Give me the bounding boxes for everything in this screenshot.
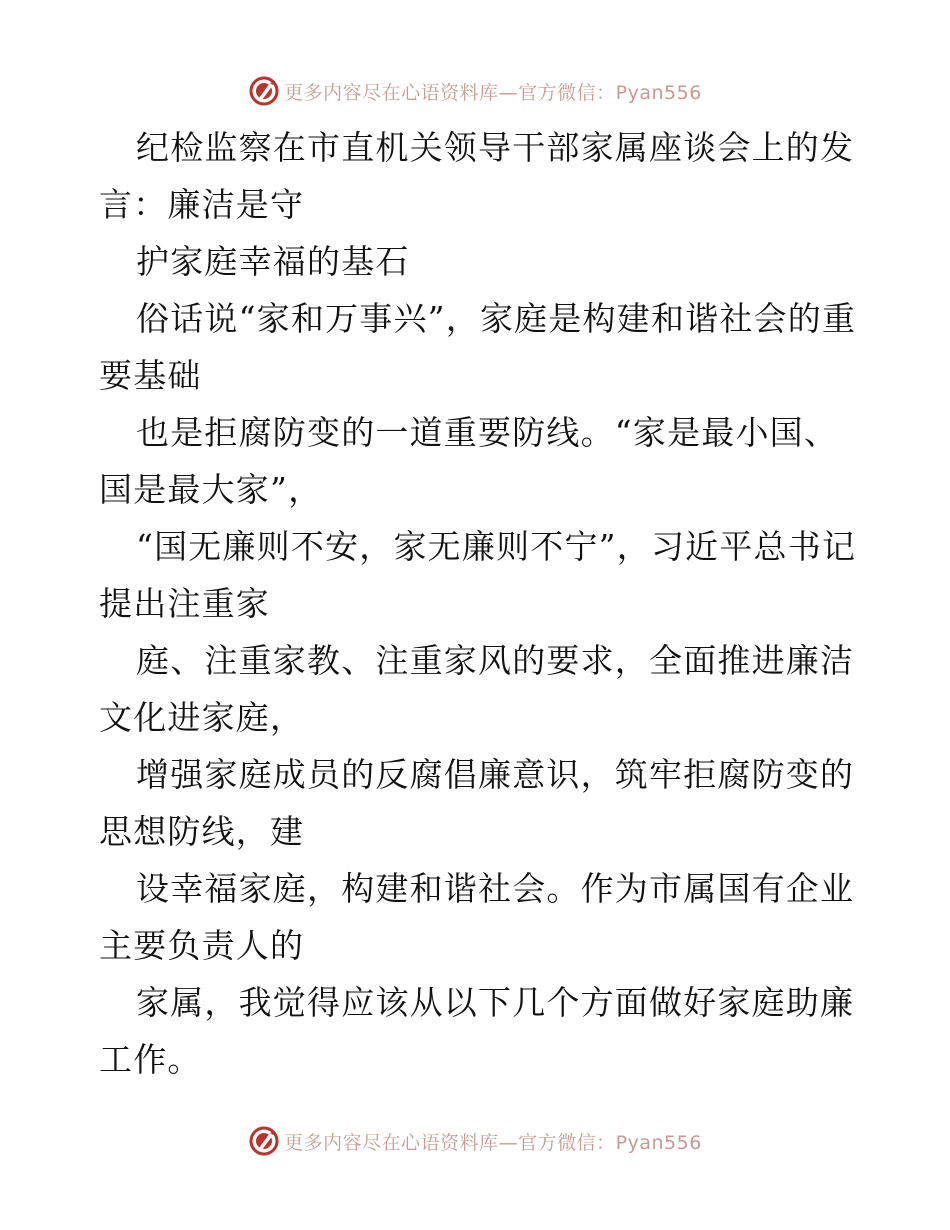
- header-banner-text: 更多内容尽在心语资料库—官方微信：Pyan556: [284, 81, 702, 104]
- pen-logo-icon: [248, 75, 280, 107]
- paragraph-1: 纪检监察在市直机关领导干部家属座谈会上的发言：廉洁是守: [99, 128, 855, 224]
- paragraph-5: “国无廉则不安，家无廉则不宁”，习近平总书记提出注重家: [99, 527, 857, 623]
- paragraph-9: 家属，我觉得应该从以下几个方面做好家庭助廉工作。: [99, 983, 855, 1079]
- header-banner: [0, 71, 950, 111]
- pen-logo-icon: [248, 1125, 280, 1157]
- paragraph-7: 增强家庭成员的反腐倡廉意识，筑牢拒腐防变的思想防线，建: [99, 755, 855, 851]
- document-body: [99, 119, 859, 1088]
- footer-banner-text: 更多内容尽在心语资料库—官方微信：Pyan556: [284, 1131, 702, 1154]
- footer-banner: [0, 1121, 950, 1161]
- paragraph-4: 也是拒腐防变的一道重要防线。“家是最小国、国是最大家”，: [99, 413, 839, 509]
- paragraph-6: 庭、注重家教、注重家风的要求，全面推进廉洁文化进家庭，: [99, 641, 855, 737]
- paragraph-3: 俗话说“家和万事兴”，家庭是构建和谐社会的重要基础: [99, 299, 857, 395]
- paragraph-2: 护家庭幸福的基石: [136, 242, 410, 281]
- paragraph-8: 设幸福家庭，构建和谐社会。作为市属国有企业主要负责人的: [99, 869, 855, 965]
